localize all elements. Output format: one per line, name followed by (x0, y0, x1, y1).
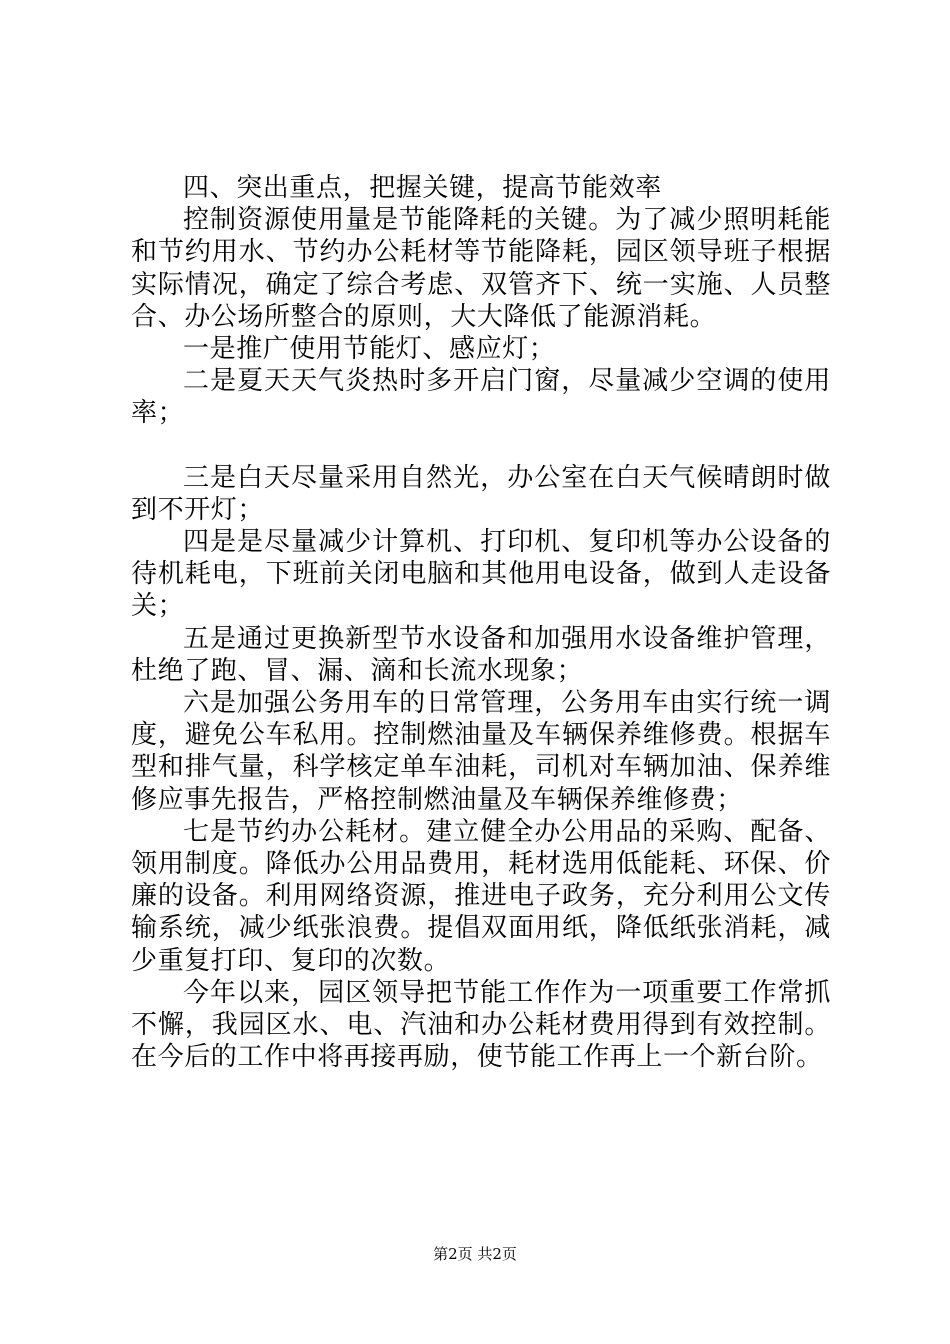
document-body (131, 172, 831, 1073)
page-number-footer: 第2页 共2页 (433, 1245, 517, 1263)
paragraph-item-4: 四是是尽量减少计算机、打印机、复印机等办公设备的待机耗电，下班前关闭电脑和其他用电设备，做到人走设备关； (131, 527, 831, 622)
paragraph-item-2: 二是夏天天气炎热时多开启门窗，尽量减少空调的使用率； (131, 366, 831, 429)
paragraph-item-6: 六是加强公务用车的日常管理，公务用车由实行统一调度，避免公车私用。控制燃油量及车辆保养维修费。根据车型和排气量，科学核定单车油耗，司机对车辆加油、保养维修应事先报告，严格控制燃油量及车辆保养维修费； (131, 688, 831, 815)
paragraph-item-7: 七是节约办公耗材。建立健全办公用品的采购、配备、领用制度。降低办公用品费用，耗材选用低能耗、环保、价廉的设备。利用网络资源，推进电子政务，充分利用公文传输系统，减少纸张浪费。提倡双面用纸，降低纸张消耗，减少重复打印、复印的次数。 (131, 816, 831, 976)
paragraph-conclusion: 今年以来，园区领导把节能工作作为一项重要工作常抓不懈，我园区水、电、汽油和办公耗材费用得到有效控制。在今后的工作中将再接再励，使节能工作再上一个新台阶。 (131, 977, 831, 1073)
paragraph-item-1: 一是推广使用节能灯、感应灯； (183, 334, 556, 365)
section-heading: 四、突出重点，把握关键，提高节能效率 (183, 173, 662, 203)
paragraph-item-3: 三是白天尽量采用自然光，办公室在白天气候晴朗时做到不开灯； (131, 462, 831, 525)
paragraph-intro: 控制资源使用量是节能降耗的关键。为了减少照明耗能和节约用水、节约办公耗材等节能降耗，园区领导班子根据实际情况，确定了综合考虑、双管齐下、统一实施、人员整合、办公场所整合的原则，大大降低了能源消耗。 (131, 205, 831, 332)
paragraph-item-5: 五是通过更换新型节水设备和加强用水设备维护管理，杜绝了跑、冒、漏、滴和长流水现象； (131, 623, 831, 686)
